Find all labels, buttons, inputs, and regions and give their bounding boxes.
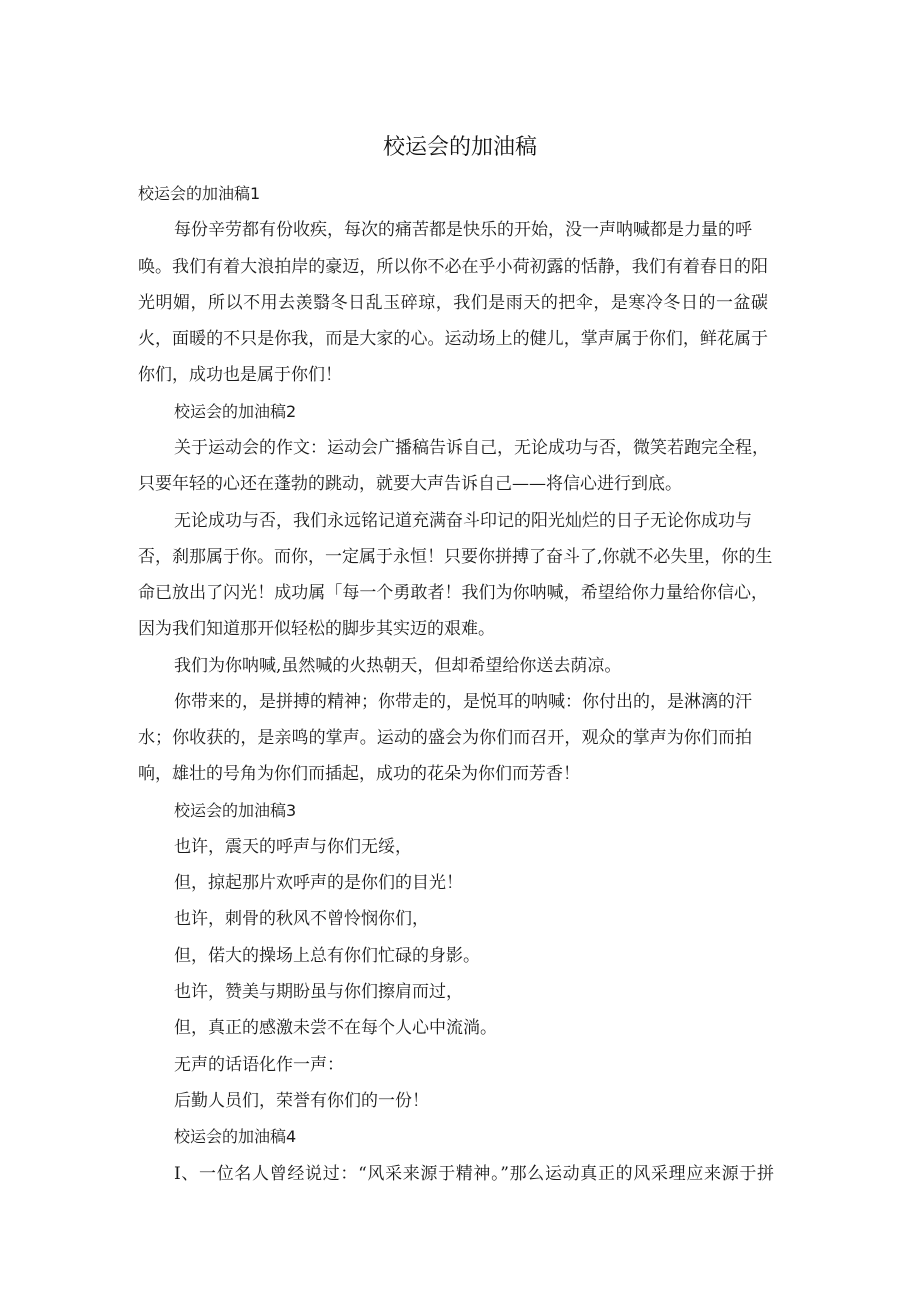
paragraph-line: 只要年轻的心还在蓬勃的跳动，就要大声告诉自己——将信心进行到底。 bbox=[138, 474, 682, 494]
poem-line: 但，偌大的操场上总有你们忙碌的身影。 bbox=[174, 946, 480, 966]
paragraph-line: 响，雄壮的号角为你们而插起，成功的花朵为你们而芳香！ bbox=[138, 764, 580, 784]
section-heading-1: 校运会的加油稿1 bbox=[138, 184, 261, 203]
poem-line: 但，掠起那片欢呼声的是你们的目光！ bbox=[174, 873, 463, 893]
poem-line: 后勤人员们，荣誉有你们的一份！ bbox=[174, 1091, 429, 1111]
paragraph-line: 无论成功与否，我们永远铭记道充满奋斗印记的阳光灿烂的日子无论你成功与 bbox=[174, 511, 752, 531]
poem-line: 无声的话语化作一声： bbox=[174, 1055, 344, 1075]
paragraph-line: 每份辛劳都有份收疾，每次的痛苦都是快乐的开始，没一声呐喊都是力量的呼 bbox=[174, 220, 752, 240]
paragraph-line: 我们为你呐喊,虽然喊的火热朝天，但却希望给你送去荫凉。 bbox=[174, 656, 622, 676]
paragraph-line: 你带来的，是拼搏的精神；你带走的，是悦耳的呐喊：你付出的，是淋漓的汗 bbox=[174, 692, 752, 712]
paragraph-line: 水；你收获的，是亲鸣的掌声。运动的盛会为你们而召开，观众的掌声为你们而拍 bbox=[138, 728, 752, 748]
section-heading-4: 校运会的加油稿4 bbox=[174, 1127, 297, 1146]
section-heading-3: 校运会的加油稿3 bbox=[174, 801, 297, 820]
paragraph-line: 命已放出了闪光！成功属「每一个勇敢者！我们为你呐喊，希望给你力量给你信心， bbox=[138, 583, 768, 603]
poem-line: 也许，震天的呼声与你们无绥， bbox=[174, 837, 412, 857]
poem-line: 也许，刺骨的秋风不曾怜悯你们， bbox=[174, 909, 429, 929]
poem-line: 但，真正的感激未尝不在每个人心中流淌。 bbox=[174, 1018, 497, 1038]
paragraph-line: 关于运动会的作文：运动会广播稿告诉自己，无论成功与否，微笑若跑完全程， bbox=[174, 438, 769, 458]
paragraph-line: 唤。我们有着大浪拍岸的豪迈，所以你不必在乎小荷初露的恬静，我们有着春日的阳 bbox=[138, 257, 768, 277]
poem-line: 也许，赞美与期盼虽与你们擦肩而过， bbox=[174, 982, 463, 1002]
paragraph-line: 因为我们知道那开似轻松的脚步其实迈的艰难。 bbox=[138, 619, 495, 639]
document-title: 校运会的加油稿 bbox=[382, 135, 537, 160]
paragraph-line: 光明媚，所以不用去羡翳冬日乱玉碎琼，我们是雨天的把伞，是寒冷冬日的一盆碳 bbox=[138, 293, 768, 313]
paragraph-line: I、一位名人曾经说过：“风采来源于精神。”那么运动真正的风采理应来源于拼 bbox=[174, 1164, 774, 1184]
paragraph-line: 否，刹那属于你。而你，一定属于永恒！只要你拼搏了奋斗了,你就不必失里，你的生 bbox=[138, 547, 773, 567]
paragraph-line: 火，面暖的不只是你我，而是大家的心。运动场上的健儿，掌声属于你们，鲜花属于 bbox=[138, 329, 768, 349]
section-heading-2: 校运会的加油稿2 bbox=[174, 402, 297, 421]
paragraph-line: 你们，成功也是属于你们！ bbox=[138, 365, 342, 385]
